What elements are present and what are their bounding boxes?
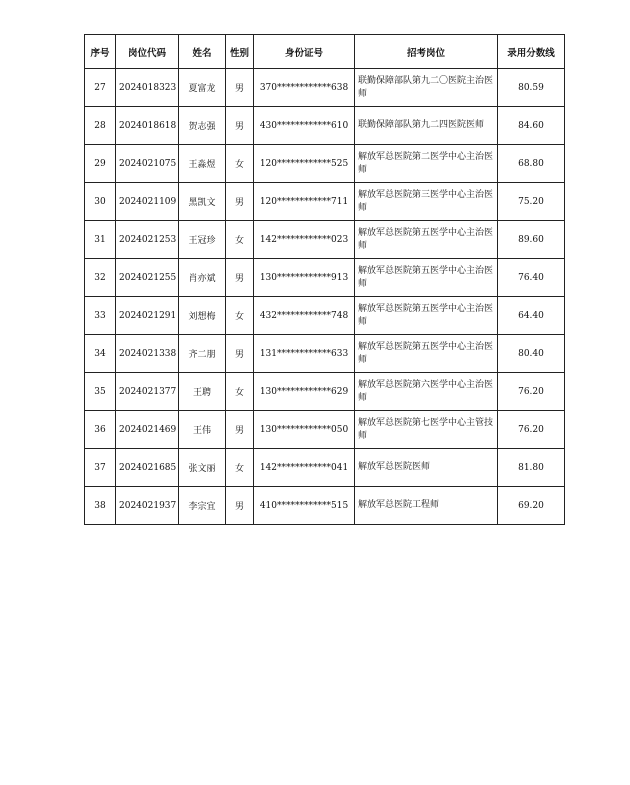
cell-id-number: 142************041 [254, 449, 355, 487]
cell-score: 75.20 [498, 183, 565, 221]
table-row [85, 69, 565, 107]
cell-position: 解放军总医院第五医学中心主治医师 [355, 259, 498, 297]
cell-score: 80.59 [498, 69, 565, 107]
cell-post-code: 2024018323 [116, 69, 179, 107]
cell-position: 解放军总医院第三医学中心主治医师 [355, 183, 498, 221]
cell-sex: 男 [226, 107, 254, 145]
cell-score: 80.40 [498, 335, 565, 373]
cell-name: 夏富龙 [179, 69, 226, 107]
cell-post-code: 2024018618 [116, 107, 179, 145]
cell-seq: 29 [85, 145, 116, 183]
cell-position: 解放军总医院工程师 [355, 487, 498, 525]
cell-seq: 31 [85, 221, 116, 259]
cell-score: 84.60 [498, 107, 565, 145]
cell-sex: 女 [226, 297, 254, 335]
cell-name: 王冠珍 [179, 221, 226, 259]
table-row [85, 335, 565, 373]
cell-position: 解放军总医院第五医学中心主治医师 [355, 221, 498, 259]
cell-name: 王淼煜 [179, 145, 226, 183]
cell-sex: 女 [226, 221, 254, 259]
cell-sex: 女 [226, 373, 254, 411]
cell-post-code: 2024021075 [116, 145, 179, 183]
table-row [85, 221, 565, 259]
cell-seq: 36 [85, 411, 116, 449]
cell-seq: 30 [85, 183, 116, 221]
cell-seq: 28 [85, 107, 116, 145]
cell-name: 李宗宜 [179, 487, 226, 525]
cell-seq: 34 [85, 335, 116, 373]
cell-id-number: 131************633 [254, 335, 355, 373]
cell-score: 81.80 [498, 449, 565, 487]
cell-score: 89.60 [498, 221, 565, 259]
cell-score: 76.20 [498, 373, 565, 411]
table-row [85, 411, 565, 449]
header-score: 录用分数线 [498, 35, 565, 69]
cell-post-code: 2024021377 [116, 373, 179, 411]
cell-name: 黑凯文 [179, 183, 226, 221]
table-row [85, 183, 565, 221]
cell-sex: 男 [226, 335, 254, 373]
cell-score: 76.20 [498, 411, 565, 449]
cell-score: 76.40 [498, 259, 565, 297]
cell-id-number: 410************515 [254, 487, 355, 525]
cell-seq: 38 [85, 487, 116, 525]
cell-position: 解放军总医院第七医学中心主管技师 [355, 411, 498, 449]
cell-id-number: 120************711 [254, 183, 355, 221]
cell-seq: 33 [85, 297, 116, 335]
header-row [85, 35, 565, 69]
cell-id-number: 130************629 [254, 373, 355, 411]
cell-name: 贺志强 [179, 107, 226, 145]
cell-sex: 男 [226, 411, 254, 449]
cell-seq: 32 [85, 259, 116, 297]
cell-id-number: 432************748 [254, 297, 355, 335]
table-row [85, 373, 565, 411]
table-row [85, 297, 565, 335]
cell-name: 王聘 [179, 373, 226, 411]
cell-post-code: 2024021109 [116, 183, 179, 221]
cell-id-number: 370************638 [254, 69, 355, 107]
cell-post-code: 2024021255 [116, 259, 179, 297]
cell-sex: 女 [226, 145, 254, 183]
cell-sex: 男 [226, 183, 254, 221]
table-row [85, 259, 565, 297]
cell-id-number: 142************023 [254, 221, 355, 259]
cell-name: 肖亦斌 [179, 259, 226, 297]
table-row [85, 107, 565, 145]
cell-position: 解放军总医院第六医学中心主治医师 [355, 373, 498, 411]
cell-score: 64.40 [498, 297, 565, 335]
cell-post-code: 2024021937 [116, 487, 179, 525]
cell-post-code: 2024021685 [116, 449, 179, 487]
cell-seq: 37 [85, 449, 116, 487]
cell-seq: 27 [85, 69, 116, 107]
cell-position: 联勤保障部队第九二〇医院主治医师 [355, 69, 498, 107]
cell-name: 刘想梅 [179, 297, 226, 335]
cell-name: 张文丽 [179, 449, 226, 487]
cell-position: 解放军总医院第五医学中心主治医师 [355, 297, 498, 335]
cell-position: 解放军总医院第二医学中心主治医师 [355, 145, 498, 183]
cell-name: 王伟 [179, 411, 226, 449]
cell-post-code: 2024021291 [116, 297, 179, 335]
table-body [85, 69, 565, 525]
cell-position: 解放军总医院第五医学中心主治医师 [355, 335, 498, 373]
cell-post-code: 2024021253 [116, 221, 179, 259]
table-row [85, 145, 565, 183]
cell-id-number: 120************525 [254, 145, 355, 183]
cell-sex: 男 [226, 487, 254, 525]
header-position: 招考岗位 [355, 35, 498, 69]
cell-score: 69.20 [498, 487, 565, 525]
header-name: 姓名 [179, 35, 226, 69]
cell-position: 联勤保障部队第九二四医院医师 [355, 107, 498, 145]
cell-position: 解放军总医院医师 [355, 449, 498, 487]
table-header [85, 35, 565, 69]
cell-seq: 35 [85, 373, 116, 411]
header-id-number: 身份证号 [254, 35, 355, 69]
header-seq: 序号 [85, 35, 116, 69]
cell-post-code: 2024021469 [116, 411, 179, 449]
cell-post-code: 2024021338 [116, 335, 179, 373]
table-row [85, 487, 565, 525]
cell-id-number: 130************913 [254, 259, 355, 297]
header-post-code: 岗位代码 [116, 35, 179, 69]
cell-id-number: 430************610 [254, 107, 355, 145]
cell-id-number: 130************050 [254, 411, 355, 449]
cell-sex: 女 [226, 449, 254, 487]
table-row [85, 449, 565, 487]
cell-score: 68.80 [498, 145, 565, 183]
cell-sex: 男 [226, 69, 254, 107]
header-sex: 性别 [226, 35, 254, 69]
cell-sex: 男 [226, 259, 254, 297]
cell-name: 齐二朋 [179, 335, 226, 373]
admission-score-table [84, 34, 565, 525]
